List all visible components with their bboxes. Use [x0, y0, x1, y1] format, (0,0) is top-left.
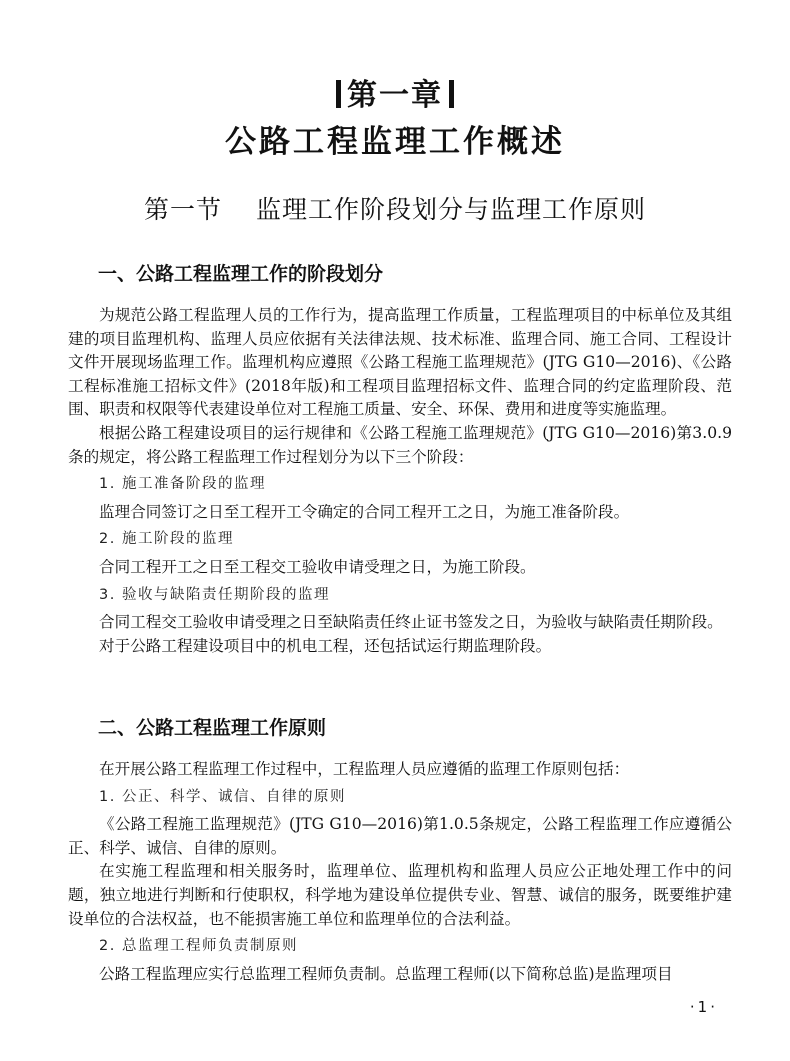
part1-heading: 一、公路工程监理工作的阶段划分 [98, 263, 384, 285]
chapter-title: 公路工程监理工作概述 [225, 124, 565, 160]
part2-subtext-2: 公路工程监理应实行总监理工程师负责制。总监理工程师(以下简称总监)是监理项目 [99, 964, 673, 983]
part1-subtext-3: 合同工程交工验收申请受理之日至缺陷责任终止证书签发之日，为验收与缺陷责任期阶段。 [99, 613, 723, 632]
part2-body [68, 758, 732, 986]
page-number: ·1· [689, 998, 718, 1016]
part1-subheading-3: 3. 验收与缺陷责任期阶段的监理 [99, 586, 330, 603]
chapter-bar-right [449, 80, 454, 108]
part1-subtext-1: 监理合同签订之日至工程开工令确定的合同工程开工之日，为施工准备阶段。 [99, 502, 630, 521]
chapter-bar-left [336, 80, 341, 108]
part2-subheading-2: 2. 总监理工程师负责制原则 [99, 938, 298, 955]
part1-subheading-1: 1. 施工准备阶段的监理 [99, 476, 266, 493]
section-number: 第一节 [143, 195, 222, 224]
part2-subtext-1b: 在实施工程监理和相关服务时，监理单位、监理机构和监理人员应公正地处理工作中的问题，独立地进行判断和行使职权，科学地为建设单位提供专业、智慧、诚信的服务，既要维护建设单位的合法权益，也不能损害施工单位和监理单位的合法利益。 [68, 862, 732, 928]
part2-paragraph-1: 在开展公路工程监理工作过程中，工程监理人员应遵循的监理工作原则包括： [99, 760, 630, 778]
part1-subtext-2: 合同工程开工之日至工程交工验收申请受理之日，为施工阶段。 [99, 557, 536, 576]
part2-subheading-1: 1. 公正、科学、诚信、自律的原则 [99, 788, 346, 805]
part2-subtext-1a: 《公路工程施工监理规范》(JTG G10—2016)第1.0.5条规定，公路工程监理工作应遵循公正、科学、诚信、自律的原则。 [68, 815, 732, 857]
part1-paragraph-2: 根据公路工程建设项目的运行规律和《公路工程施工监理规范》(JTG G10—2016)第3.0.9条的规定，将公路工程监理工作过程划分为以下三个阶段： [68, 423, 732, 466]
section-title-text: 监理工作阶段划分与监理工作原则 [256, 195, 647, 224]
chapter-label [0, 76, 790, 116]
chapter-label-text: 第一章 [347, 78, 443, 113]
part2-heading: 二、公路工程监理工作原则 [98, 717, 327, 739]
section-title [0, 193, 790, 227]
part1-paragraph-1: 为规范公路工程监理人员的工作行为，提高监理工作质量，工程监理项目的中标单位及其组建的项目监理机构、监理人员应依据有关法律法规、技术标准、监理合同、施工合同、工程设计文件开展现场监理工作。监理机构应遵照《公路工程施工监理规范》(JTG G10—2016)、《公路工程标准施工招标文件》(2018年版)和工程项目监理招标文件、监理合同的约定监理阶段、范围、职责和权限等代表建设单位对工程施工质量、安全、环保、费用和进度等实施监理。 [68, 306, 732, 419]
part1-subheading-2: 2. 施工阶段的监理 [99, 531, 234, 548]
part1-body [68, 304, 732, 658]
part1-paragraph-3: 对于公路工程建设项目中的机电工程，还包括试运行期监理阶段。 [99, 636, 552, 655]
